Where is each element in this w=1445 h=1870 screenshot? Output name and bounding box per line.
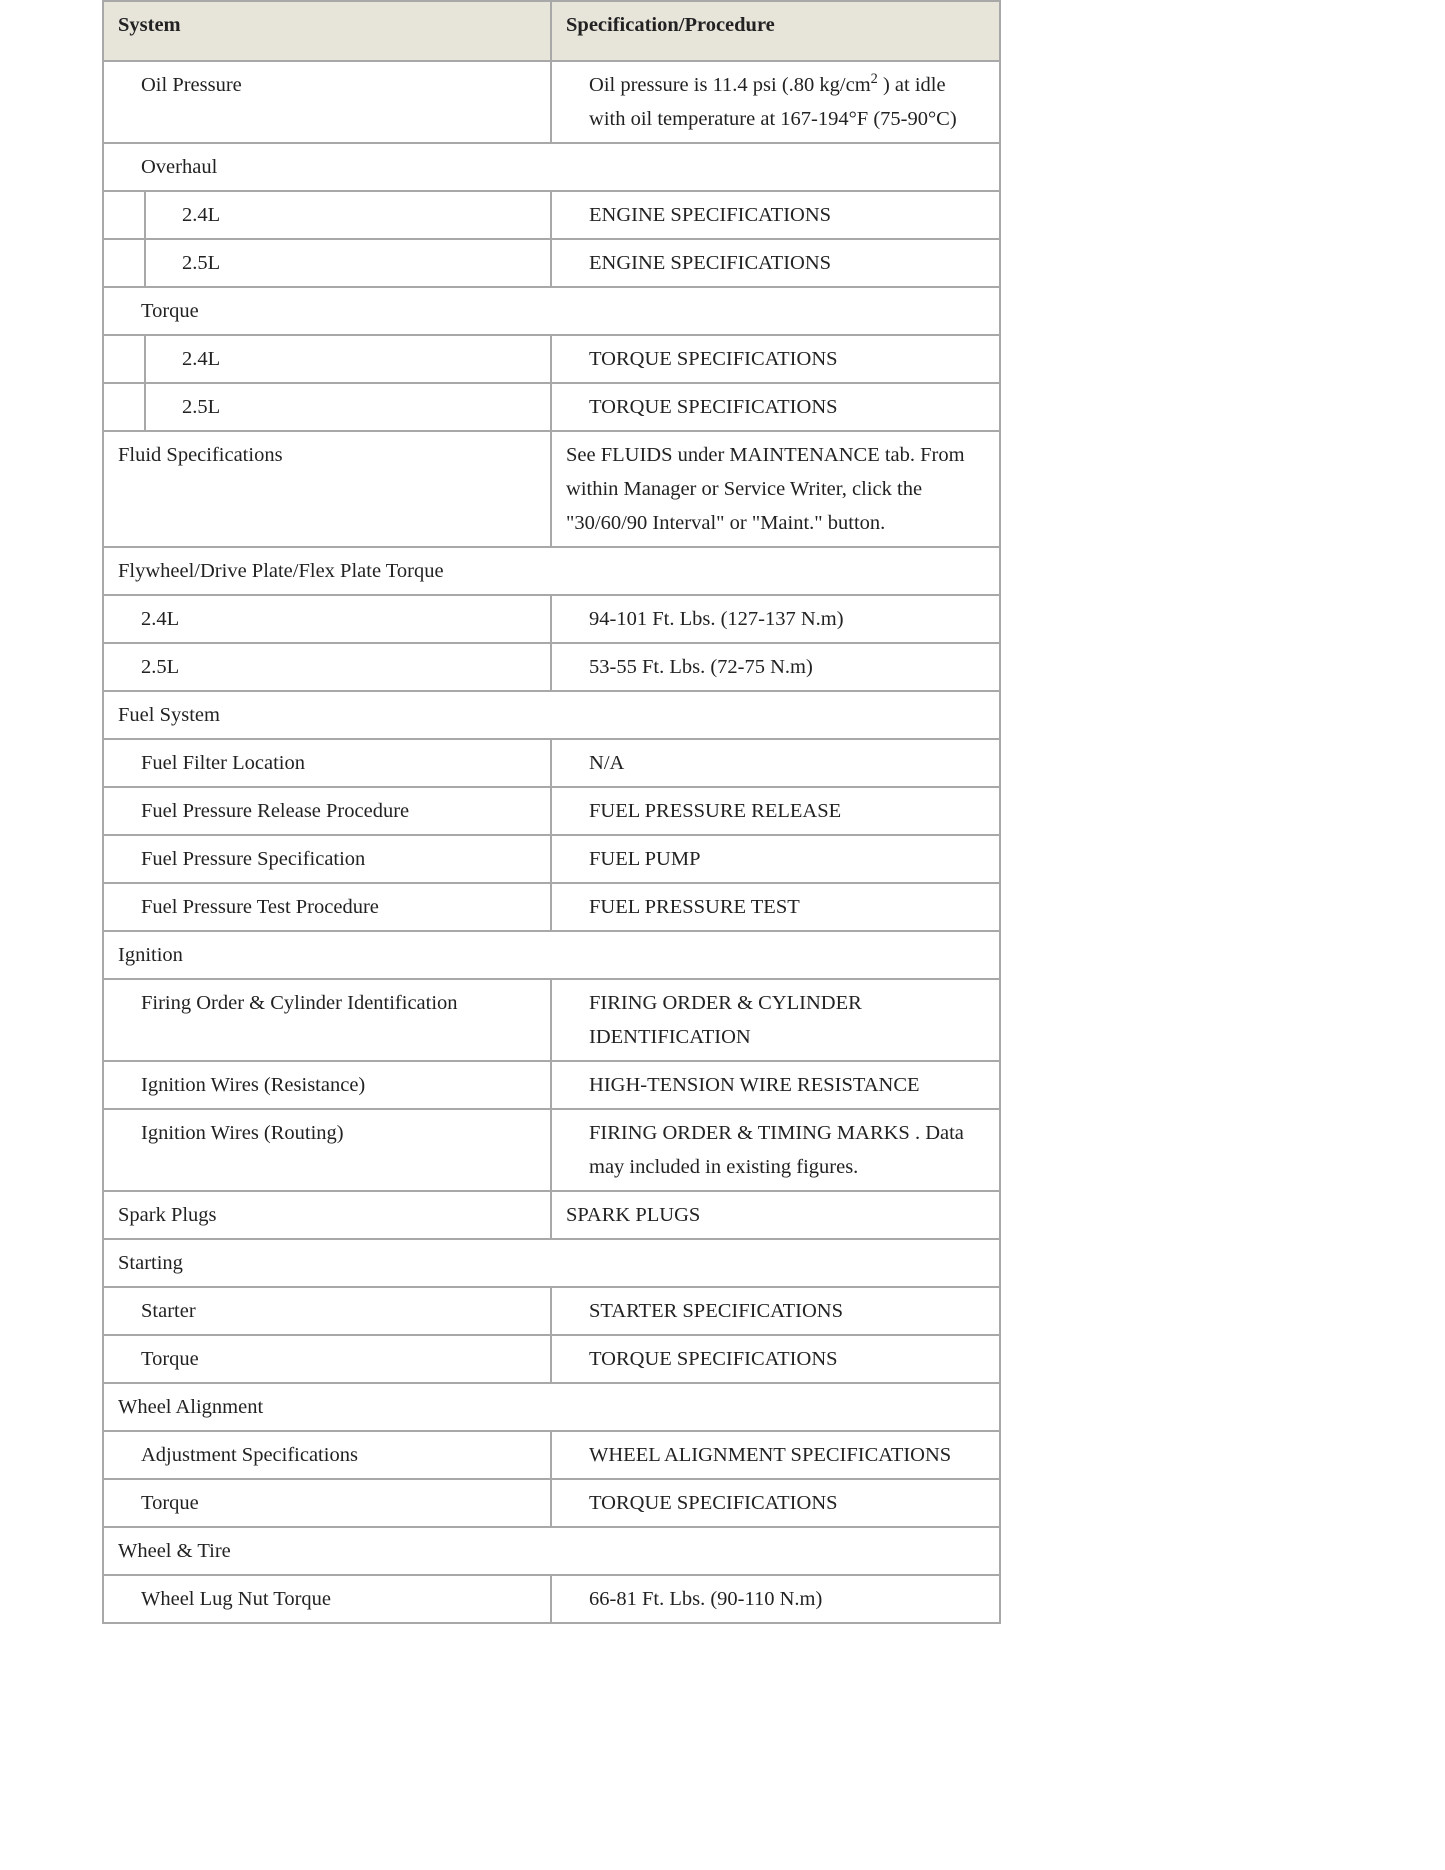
table-row [103, 287, 1000, 335]
fuel-item-label-cell [103, 883, 551, 931]
torque-section-cell [103, 287, 1000, 335]
table-row [103, 1431, 1000, 1479]
overhaul-item-value: ENGINE SPECIFICATIONS [589, 252, 832, 274]
torque-item-label: 2.4L [182, 348, 221, 370]
torque-item-label: 2.5L [182, 396, 221, 418]
alignment-label: Wheel Alignment [118, 1396, 264, 1418]
ignition-item-label: Ignition Wires (Routing) [141, 1122, 344, 1144]
table-row [103, 787, 1000, 835]
header-system: System [103, 1, 551, 61]
tire-item-value: 66-81 Ft. Lbs. (90-110 N.m) [589, 1588, 823, 1610]
flywheel-item-value-cell [551, 595, 1000, 643]
table-row [103, 431, 1000, 547]
alignment-item-value: TORQUE SPECIFICATIONS [589, 1492, 838, 1514]
fuel-item-label-cell [103, 739, 551, 787]
ignition-section-cell [103, 931, 1000, 979]
fuel-item-label: Fuel Pressure Release Procedure [141, 800, 410, 822]
ignition-item-label-cell [103, 1061, 551, 1109]
spark-label: Spark Plugs [118, 1204, 217, 1226]
table-row [103, 739, 1000, 787]
indent-cell [103, 239, 145, 287]
fuel-item-label: Fuel Pressure Test Procedure [141, 896, 379, 918]
table-row [103, 1383, 1000, 1431]
flywheel-item-value: 53-55 Ft. Lbs. (72-75 N.m) [589, 656, 813, 678]
tire-label: Wheel & Tire [118, 1540, 231, 1562]
starting-item-label: Torque [141, 1348, 199, 1370]
ignition-item-label-cell [103, 979, 551, 1061]
ignition-item-value-cell [551, 1061, 1000, 1109]
flywheel-section-cell [103, 547, 1000, 595]
tire-item-value-cell [551, 1575, 1000, 1623]
tire-section-cell [103, 1527, 1000, 1575]
table-row [103, 1061, 1000, 1109]
torque-item-value-cell [551, 335, 1000, 383]
table-row [103, 835, 1000, 883]
table-row [103, 61, 1000, 143]
fuel-item-label-cell [103, 835, 551, 883]
fuel-item-value-cell [551, 835, 1000, 883]
spark-value-cell [551, 1191, 1000, 1239]
fuel-item-label: Fuel Filter Location [141, 752, 305, 774]
table-row [103, 383, 1000, 431]
indent-cell [103, 383, 145, 431]
tire-item-label: Wheel Lug Nut Torque [141, 1588, 332, 1610]
table-row [103, 595, 1000, 643]
oil-pressure-value-cell [551, 61, 1000, 143]
alignment-item-value-cell [551, 1431, 1000, 1479]
table-row [103, 191, 1000, 239]
table-row [103, 1287, 1000, 1335]
table-row [103, 1575, 1000, 1623]
flywheel-item-label: 2.5L [141, 656, 180, 678]
oil-pressure-label-cell [103, 61, 551, 143]
torque-item-label-cell [145, 383, 551, 431]
fluid-value: See FLUIDS under MAINTENANCE tab. From within Manager or Service Writer, click the "30/60/90 Interval" or "Maint." button. [566, 444, 965, 534]
fluid-label-cell [103, 431, 551, 547]
header-spec: Specification/Procedure [551, 1, 1000, 61]
starting-item-value: TORQUE SPECIFICATIONS [589, 1348, 838, 1370]
table-row [103, 335, 1000, 383]
table-row [103, 1109, 1000, 1191]
fuel-item-label: Fuel Pressure Specification [141, 848, 366, 870]
spark-label-cell [103, 1191, 551, 1239]
table-row [103, 547, 1000, 595]
indent-cell [103, 335, 145, 383]
ignition-label: Ignition [118, 944, 183, 966]
table-row [103, 239, 1000, 287]
oil-pressure-value [552, 62, 999, 142]
alignment-item-label-cell [103, 1431, 551, 1479]
oil-pressure-value-text: Oil pressure is 11.4 psi (.80 kg/cm [589, 74, 871, 96]
ignition-item-label: Ignition Wires (Resistance) [141, 1074, 366, 1096]
overhaul-item-value: ENGINE SPECIFICATIONS [589, 204, 832, 226]
starting-label: Starting [118, 1252, 183, 1274]
alignment-item-label-cell [103, 1479, 551, 1527]
fuel-item-label-cell [103, 787, 551, 835]
alignment-item-label: Torque [141, 1492, 199, 1514]
fluid-value-cell [551, 431, 1000, 547]
fuel-item-value: FUEL PRESSURE RELEASE [589, 800, 842, 822]
fuel-section-cell [103, 691, 1000, 739]
ignition-item-label: Firing Order & Cylinder Identification [141, 992, 458, 1014]
table-row [103, 1527, 1000, 1575]
specification-table [102, 0, 1001, 1624]
alignment-item-label: Adjustment Specifications [141, 1444, 358, 1466]
fuel-item-value: N/A [589, 752, 625, 774]
torque-item-label-cell [145, 335, 551, 383]
ignition-item-value: FIRING ORDER & CYLINDER IDENTIFICATION [589, 992, 862, 1048]
table-row [103, 1191, 1000, 1239]
table-row [103, 1239, 1000, 1287]
starting-item-value-cell [551, 1335, 1000, 1383]
starting-item-label-cell [103, 1335, 551, 1383]
overhaul-label: Overhaul [141, 156, 218, 178]
table-row [103, 643, 1000, 691]
ignition-item-label-cell [103, 1109, 551, 1191]
table-row [103, 1479, 1000, 1527]
oil-pressure-label: Oil Pressure [141, 74, 242, 96]
fuel-item-value-cell [551, 883, 1000, 931]
fuel-item-value-cell [551, 739, 1000, 787]
starting-item-value-cell [551, 1287, 1000, 1335]
ignition-item-value-cell [551, 979, 1000, 1061]
fuel-item-value: FUEL PUMP [589, 848, 701, 870]
alignment-item-value-cell [551, 1479, 1000, 1527]
flywheel-item-label: 2.4L [141, 608, 180, 630]
overhaul-item-value-cell [551, 239, 1000, 287]
flywheel-item-label-cell [103, 643, 551, 691]
table-row [103, 691, 1000, 739]
table-header-row [103, 1, 1000, 61]
overhaul-item-label: 2.5L [182, 252, 221, 274]
fuel-item-value: FUEL PRESSURE TEST [589, 896, 800, 918]
alignment-section-cell [103, 1383, 1000, 1431]
flywheel-label: Flywheel/Drive Plate/Flex Plate Torque [118, 560, 444, 582]
fluid-label: Fluid Specifications [118, 444, 283, 466]
starting-item-value: STARTER SPECIFICATIONS [589, 1300, 844, 1322]
spark-value: SPARK PLUGS [566, 1204, 701, 1226]
overhaul-item-label-cell [145, 191, 551, 239]
fuel-item-value-cell [551, 787, 1000, 835]
ignition-item-value-cell [551, 1109, 1000, 1191]
overhaul-item-value-cell [551, 191, 1000, 239]
starting-section-cell [103, 1239, 1000, 1287]
starting-item-label-cell [103, 1287, 551, 1335]
starting-item-label: Starter [141, 1300, 196, 1322]
overhaul-item-label: 2.4L [182, 204, 221, 226]
oil-pressure-value-text-end: ) at idle with oil temperature at 167-194°F (75-90°C) [589, 74, 957, 130]
table-row [103, 931, 1000, 979]
table-row [103, 979, 1000, 1061]
table-row [103, 883, 1000, 931]
ignition-item-value: FIRING ORDER & TIMING MARKS . Data may included in existing figures. [589, 1122, 964, 1178]
alignment-item-value: WHEEL ALIGNMENT SPECIFICATIONS [589, 1444, 952, 1466]
overhaul-item-label-cell [145, 239, 551, 287]
flywheel-item-value: 94-101 Ft. Lbs. (127-137 N.m) [589, 608, 844, 630]
overhaul-section-cell [103, 143, 1000, 191]
ignition-item-value: HIGH-TENSION WIRE RESISTANCE [589, 1074, 920, 1096]
flywheel-item-value-cell [551, 643, 1000, 691]
indent-cell [103, 191, 145, 239]
torque-item-value: TORQUE SPECIFICATIONS [589, 348, 838, 370]
fuel-label: Fuel System [118, 704, 220, 726]
oil-pressure-exponent: 2 [870, 71, 878, 88]
torque-item-value: TORQUE SPECIFICATIONS [589, 396, 838, 418]
tire-item-label-cell [103, 1575, 551, 1623]
table-row [103, 1335, 1000, 1383]
torque-label: Torque [141, 300, 199, 322]
flywheel-item-label-cell [103, 595, 551, 643]
torque-item-value-cell [551, 383, 1000, 431]
table-row [103, 143, 1000, 191]
